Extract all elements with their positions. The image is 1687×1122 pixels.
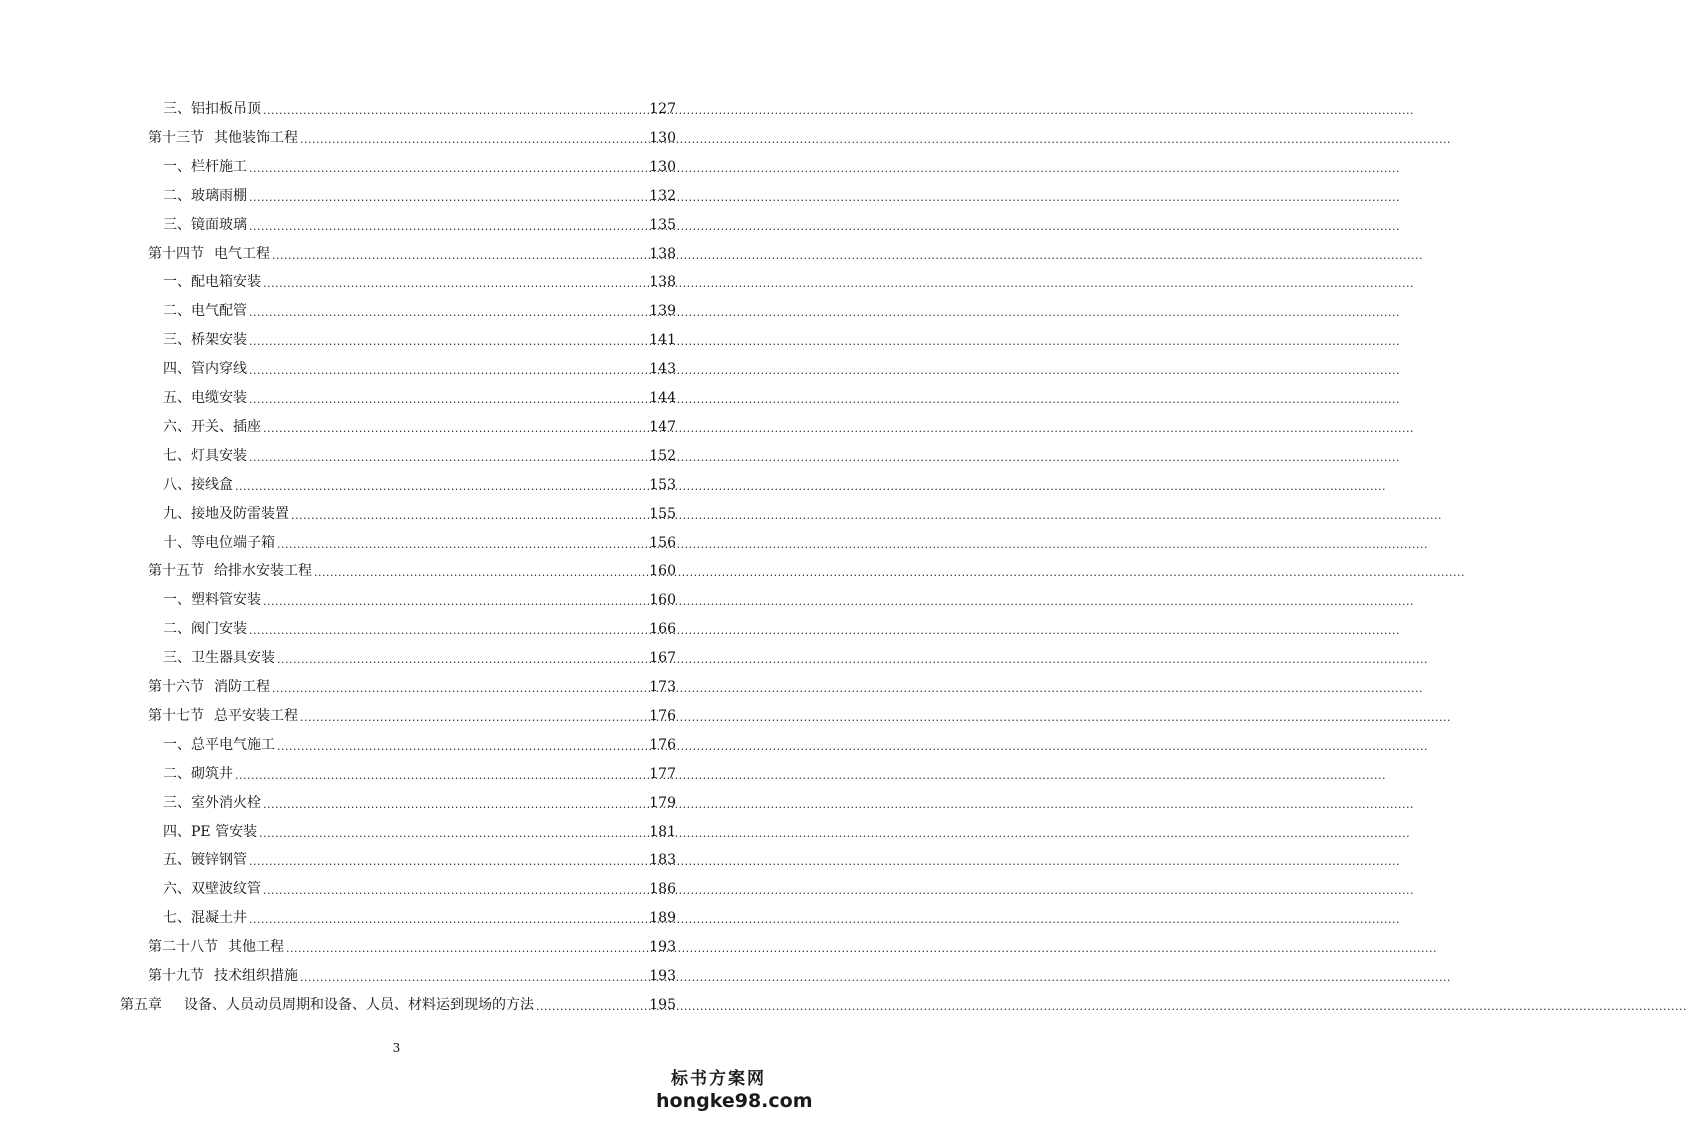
toc-entry-number: 五、 — [163, 390, 191, 406]
toc-entry-number: 第五章 — [120, 997, 162, 1013]
toc-entry-page: 166 — [649, 621, 676, 637]
toc-entry-title: 接线盒 — [191, 477, 233, 493]
toc-entry-title: 总平安装工程 — [214, 708, 298, 724]
toc-dot-leader — [263, 100, 647, 118]
toc-entry-page: 132 — [649, 188, 676, 204]
toc-entry[interactable] — [148, 963, 676, 985]
toc-entry-title: 配电箱安装 — [191, 274, 261, 290]
toc-entry-page: 176 — [649, 737, 676, 753]
toc-entry-title: 开关、插座 — [191, 419, 261, 435]
toc-entry[interactable] — [148, 674, 676, 696]
toc-entry-page: 139 — [649, 303, 676, 319]
toc-entry-page: 144 — [649, 390, 676, 406]
toc-dot-leader — [249, 302, 647, 320]
toc-entry-label — [163, 505, 291, 523]
page-number: 3 — [392, 1041, 401, 1055]
toc-dot-leader — [314, 562, 647, 580]
toc-entry[interactable] — [163, 327, 676, 349]
toc-entry-label — [163, 389, 249, 407]
toc-entry-title: 镀锌钢管 — [191, 852, 247, 868]
toc-entry-number: 二、 — [163, 303, 191, 319]
toc-entry-title: 灯具安装 — [191, 448, 247, 464]
toc-entry-title: 砌筑井 — [191, 766, 233, 782]
toc-dot-leader — [277, 534, 647, 552]
toc-entry-number: 三、 — [163, 101, 191, 117]
toc-entry-number: 一、 — [163, 159, 191, 175]
toc-entry[interactable] — [163, 645, 676, 667]
toc-entry-page: 127 — [649, 101, 676, 117]
toc-entry-number: 十、 — [163, 535, 191, 551]
toc-entry-title: 室外消火栓 — [191, 795, 261, 811]
toc-entry-number: 第十九节 — [148, 968, 204, 984]
toc-entry-label — [163, 534, 277, 552]
toc-entry[interactable] — [163, 356, 676, 378]
toc-entry-page: 156 — [649, 535, 676, 551]
toc-entry-number: 三、 — [163, 332, 191, 348]
toc-entry-label — [163, 158, 249, 176]
toc-dot-leader — [291, 505, 647, 523]
toc-entry-page: 176 — [649, 708, 676, 724]
toc-entry-label — [163, 302, 249, 320]
toc-entry-title: 双壁波纹管 — [191, 881, 261, 897]
toc-entry-title: 电缆安装 — [191, 390, 247, 406]
toc-dot-leader — [235, 765, 647, 783]
toc-entry-number: 四、 — [163, 824, 191, 840]
toc-entry-title: 等电位端子箱 — [191, 535, 275, 551]
toc-entry-page: 147 — [649, 419, 676, 435]
toc-entry-number: 五、 — [163, 852, 191, 868]
toc-entry-label — [148, 938, 286, 956]
toc-entry-label — [163, 331, 249, 349]
toc-entry-label — [148, 129, 300, 147]
toc-dot-leader — [249, 620, 647, 638]
toc-entry-page: 195 — [649, 997, 676, 1013]
toc-dot-leader — [249, 187, 647, 205]
toc-entry-page: 155 — [649, 506, 676, 522]
toc-entry-page: 143 — [649, 361, 676, 377]
toc-dot-leader — [259, 823, 647, 841]
toc-entry-page: 173 — [649, 679, 676, 695]
toc-dot-leader — [249, 389, 647, 407]
toc-dot-leader — [263, 418, 647, 436]
toc-entry-number: 第二十八节 — [148, 939, 218, 955]
toc-entry[interactable] — [163, 298, 676, 320]
toc-entry[interactable] — [163, 472, 676, 494]
toc-entry-page: 181 — [649, 824, 676, 840]
toc-entry[interactable] — [120, 992, 676, 1014]
toc-entry-number: 三、 — [163, 650, 191, 666]
toc-entry-title: 桥架安装 — [191, 332, 247, 348]
toc-entry[interactable] — [163, 501, 676, 523]
toc-entry-label — [163, 765, 235, 783]
toc-entry-title: 卫生器具安装 — [191, 650, 275, 666]
toc-entry-label — [163, 851, 249, 869]
toc-entry[interactable] — [163, 847, 676, 869]
toc-entry-label — [148, 245, 272, 263]
toc-entry-label — [163, 187, 249, 205]
toc-entry-title: 接地及防雷装置 — [191, 506, 289, 522]
toc-entry-page: 152 — [649, 448, 676, 464]
toc-dot-leader — [286, 938, 647, 956]
toc-entry-title: 消防工程 — [214, 679, 270, 695]
toc-dot-leader — [249, 447, 647, 465]
toc-entry-page: 179 — [649, 795, 676, 811]
toc-entry-title: PE 管安装 — [191, 824, 258, 840]
toc-entry-title: 其他装饰工程 — [214, 130, 298, 146]
toc-entry-label — [163, 591, 263, 609]
toc-entry-number: 七、 — [163, 448, 191, 464]
toc-dot-leader — [300, 967, 647, 985]
toc-dot-leader — [300, 129, 647, 147]
toc-entry[interactable] — [163, 732, 676, 754]
toc-entry-label — [148, 678, 272, 696]
toc-entry-label — [163, 823, 259, 841]
toc-entry-page: 189 — [649, 910, 676, 926]
toc-entry[interactable] — [163, 819, 676, 841]
toc-entry-page: 160 — [649, 592, 676, 608]
toc-entry-number: 六、 — [163, 419, 191, 435]
toc-entry-number: 三、 — [163, 795, 191, 811]
toc-entry-label — [163, 620, 249, 638]
toc-entry-number: 二、 — [163, 766, 191, 782]
toc-entry[interactable] — [163, 761, 676, 783]
toc-dot-leader — [263, 794, 647, 812]
toc-entry-number: 二、 — [163, 621, 191, 637]
toc-entry-title: 技术组织措施 — [214, 968, 298, 984]
toc-entry-label — [163, 736, 277, 754]
toc-entry-number: 八、 — [163, 477, 191, 493]
toc-entry[interactable] — [163, 385, 676, 407]
toc-dot-leader — [277, 736, 647, 754]
toc-entry-label — [163, 418, 263, 436]
toc-entry-title: 总平电气施工 — [191, 737, 275, 753]
toc-entry[interactable] — [163, 616, 676, 638]
toc-dot-leader — [249, 216, 647, 234]
toc-entry-page: 160 — [649, 563, 676, 579]
toc-dot-leader — [272, 678, 647, 696]
toc-entry-number: 第十七节 — [148, 708, 204, 724]
toc-dot-leader — [263, 273, 647, 291]
toc-entry-number: 一、 — [163, 274, 191, 290]
toc-dot-leader — [249, 851, 647, 869]
watermark-cn: 标书方案网 — [671, 1069, 766, 1089]
toc-entry-number: 一、 — [163, 737, 191, 753]
toc-entry[interactable] — [163, 587, 676, 609]
toc-entry-page: 193 — [649, 939, 676, 955]
toc-dot-leader — [536, 996, 647, 1014]
toc-entry-label — [148, 967, 300, 985]
toc-entry[interactable] — [163, 154, 676, 176]
toc-entry-page: 167 — [649, 650, 676, 666]
toc-entry-label — [163, 794, 263, 812]
toc-entry-label — [163, 476, 235, 494]
toc-entry[interactable] — [163, 269, 676, 291]
toc-dot-leader — [272, 245, 647, 263]
toc-entry-page: 135 — [649, 217, 676, 233]
toc-entry[interactable] — [163, 876, 676, 898]
toc-entry-page: 130 — [649, 159, 676, 175]
toc-entry-title: 镜面玻璃 — [191, 217, 247, 233]
toc-entry-label — [163, 447, 249, 465]
toc-entry-label — [163, 273, 263, 291]
toc-entry[interactable] — [163, 905, 676, 927]
toc-entry[interactable] — [148, 241, 676, 263]
toc-entry-label — [120, 996, 536, 1014]
toc-dot-leader — [249, 360, 647, 378]
toc-dot-leader — [249, 158, 647, 176]
toc-entry-page: 153 — [649, 477, 676, 493]
toc-entry-number: 第十三节 — [148, 130, 204, 146]
toc-entry-label — [163, 880, 263, 898]
toc-entry-number: 六、 — [163, 881, 191, 897]
toc-entry-page: 138 — [649, 274, 676, 290]
toc-entry-title: 给排水安装工程 — [214, 563, 312, 579]
toc-entry-page: 141 — [649, 332, 676, 348]
watermark-logo — [656, 1068, 813, 1112]
toc-entry-number: 七、 — [163, 910, 191, 926]
toc-entry-number: 九、 — [163, 506, 191, 522]
toc-entry[interactable] — [163, 183, 676, 205]
toc-entry-label — [163, 360, 249, 378]
toc-entry-title: 铝扣板吊顶 — [191, 101, 261, 117]
toc-entry-title: 塑料管安装 — [191, 592, 261, 608]
toc-entry-label — [163, 909, 249, 927]
toc-entry-title: 阀门安装 — [191, 621, 247, 637]
toc-entry-page: 138 — [649, 246, 676, 262]
toc-entry-title: 电气工程 — [214, 246, 270, 262]
toc-entry[interactable] — [148, 125, 676, 147]
toc-entry[interactable] — [148, 934, 676, 956]
toc-entry-number: 第十六节 — [148, 679, 204, 695]
toc-entry-title: 管内穿线 — [191, 361, 247, 377]
toc-entry-number: 三、 — [163, 217, 191, 233]
toc-dot-leader — [235, 476, 647, 494]
toc-dot-leader — [263, 880, 647, 898]
toc-entry-title: 混凝土井 — [191, 910, 247, 926]
toc-entry-page: 193 — [649, 968, 676, 984]
toc-entry-page: 177 — [649, 766, 676, 782]
toc-entry[interactable] — [163, 443, 676, 465]
toc-dot-leader — [300, 707, 647, 725]
toc-entry-number: 一、 — [163, 592, 191, 608]
toc-dot-leader — [277, 649, 647, 667]
toc-entry[interactable] — [163, 530, 676, 552]
toc-entry-label — [163, 100, 263, 118]
toc-entry[interactable] — [163, 414, 676, 436]
toc-entry-number: 第十五节 — [148, 563, 204, 579]
toc-entry-title: 其他工程 — [228, 939, 284, 955]
toc-entry[interactable] — [148, 558, 676, 580]
toc-entry-title: 电气配管 — [191, 303, 247, 319]
toc-entry-title: 栏杆施工 — [191, 159, 247, 175]
toc-entry-label — [163, 216, 249, 234]
toc-entry-page: 183 — [649, 852, 676, 868]
toc-dot-leader — [249, 909, 647, 927]
toc-dot-leader — [249, 331, 647, 349]
toc-dot-leader — [263, 591, 647, 609]
toc-entry-label — [148, 562, 314, 580]
toc-entry-label — [163, 649, 277, 667]
toc-entry-title: 设备、人员动员周期和设备、人员、材料运到现场的方法 — [184, 997, 534, 1013]
toc-entry[interactable] — [163, 790, 676, 812]
toc-entry-number: 四、 — [163, 361, 191, 377]
toc-entry[interactable] — [163, 96, 676, 118]
toc-entry-page: 186 — [649, 881, 676, 897]
watermark-en: hongke98.com — [656, 1090, 813, 1112]
toc-entry-label — [148, 707, 300, 725]
toc-entry-page: 130 — [649, 130, 676, 146]
toc-entry-number: 第十四节 — [148, 246, 204, 262]
toc-entry-number: 二、 — [163, 188, 191, 204]
toc-entry[interactable] — [163, 212, 676, 234]
toc-entry[interactable] — [148, 703, 676, 725]
toc-entry-title: 玻璃雨棚 — [191, 188, 247, 204]
